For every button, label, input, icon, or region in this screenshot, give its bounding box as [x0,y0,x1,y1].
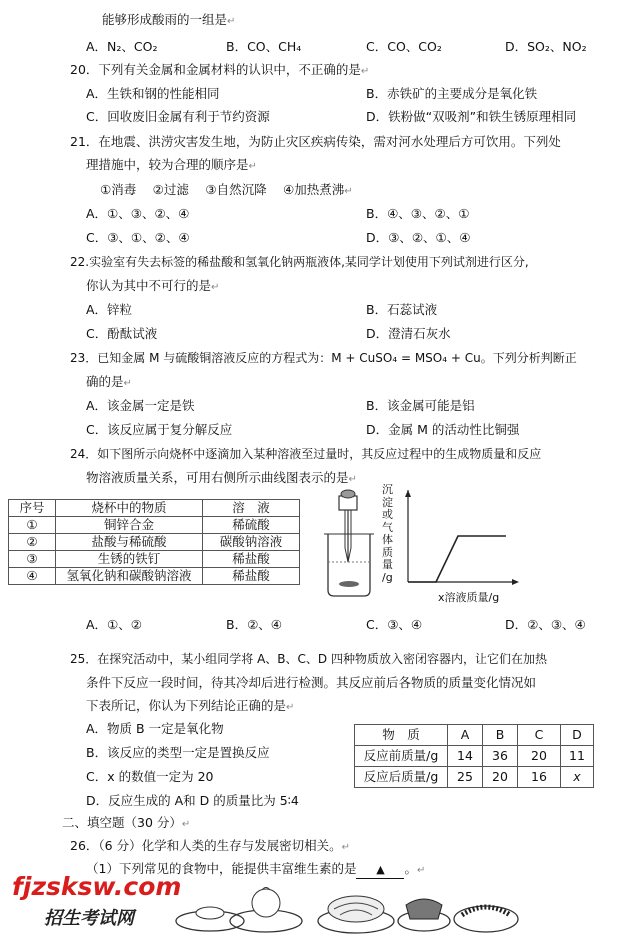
table-cell: ③ [9,551,56,568]
q22-option-c: C．酚酞试液 [86,326,158,341]
q24-option-b: B．②、④ [226,617,282,632]
q21-option-c: C．③、①、②、④ [86,230,190,245]
q25-stem-line3: 下表所记，你认为下列结论正确的是↵ [86,698,295,713]
table-row [355,746,594,767]
q24-table [8,499,300,585]
q26-stem: 26．（6 分）化学和人类的生存与发展密切相关。↵ [70,838,350,853]
q23-option-a: A．该金属一定是铁 [86,398,195,413]
q22-stem-line1: 22.实验室有失去标签的稀盐酸和氢氧化钠两瓶液体,某同学计划使用下列试剂进行区分, [70,255,529,269]
table-header-row [9,500,300,517]
q19-option-d: D．SO₂、NO₂ [505,39,587,54]
q19-option-b: B．CO、CH₄ [226,39,302,54]
table-cell: ① [9,517,56,534]
q20-option-a: A．生铁和钢的性能相同 [86,86,220,101]
q23-stem-line1: 23．已知金属 M 与硫酸铜溶液反应的方程式为：M + CuSO₄ = MSO₄ + Cu。下列分析判断正 [70,351,577,365]
q20-option-d: D．铁粉做“双吸剂”和铁生锈原理相同 [366,109,577,124]
q25-option-c: C．x 的数值一定为 20 [86,769,214,784]
q19-option-c: C．CO、CO₂ [366,39,442,54]
table-cell: 11 [561,746,594,767]
food-images [170,875,522,937]
table-cell: 25 [448,767,483,788]
q21-option-a: A．①、③、②、④ [86,206,190,221]
q25-stem-line1: 25．在探究活动中，某小组同学将 A、B、C、D 四种物质放入密闭容器内，让它们在加热 [70,652,547,666]
q23-option-c: C．该反应属于复分解反应 [86,422,233,437]
table-row [355,767,594,788]
q25-option-b: B．该反应的类型一定是置换反应 [86,745,270,760]
q20-stem: 20．下列有关金属和金属材料的认识中，不正确的是↵ [70,62,370,77]
table-cell: 反应前质量/g [355,746,448,767]
table-cell: 20 [483,767,518,788]
q23-option-d: D．金属 M 的活动性比铜强 [366,422,520,437]
q26-sub1: （1）下列常见的食物中，能提供丰富维生素的是 ▲ 。↵ [86,861,425,879]
q23-stem-line2: 确的是↵ [86,374,132,389]
table-header-cell: A [448,725,483,746]
table-cell: 36 [483,746,518,767]
table-header-row [355,725,594,746]
table-row [9,517,300,534]
q25-option-d: D．反应生成的 A和 D 的质量比为 5∶4 [86,793,299,808]
answer-blank[interactable]: ▲ [356,862,404,879]
q20-option-b: B．赤铁矿的主要成分是氧化铁 [366,86,538,101]
q22-option-d: D．澄清石灰水 [366,326,451,341]
q21-stem-line1: 21．在地震、洪涝灾害发生地，为防止灾区疾病传染，需对河水处理后方可饮用。下列处 [70,134,561,149]
line-graph [402,490,520,590]
table-cell: 稀盐酸 [203,568,300,585]
q24-stem-line2: 物溶液质量关系，可用右侧所示曲线图表示的是↵ [86,470,357,485]
cabbage-icon [328,896,384,922]
table-header-cell: 序号 [9,500,56,517]
table-header-cell: 物 质 [355,725,448,746]
q22-option-b: B．石蕊试液 [366,302,438,317]
q21-option-d: D．③、②、①、④ [366,230,471,245]
graph-curve [408,536,506,582]
q21-steps: ①消毒 ②过滤 ③自然沉降 ④加热煮沸↵ [100,182,353,197]
table-cell: 稀盐酸 [203,551,300,568]
q19-option-a: A．N₂、CO₂ [86,39,158,54]
section-heading: 二、填空题（30 分）↵ [62,815,191,830]
site-logo: fjzsksw.com 招生考试网 [12,872,182,929]
table-cell: ② [9,534,56,551]
egg-icon [196,907,224,919]
table-cell: 14 [448,746,483,767]
meat-icon [406,899,442,919]
q19-stem-cont: 能够形成酸雨的一组是↵ [102,12,236,27]
graph-x-label: x溶液质量/g [438,591,500,604]
table-header-cell: B [483,725,518,746]
table-header-cell: D [561,725,594,746]
table-row [9,568,300,585]
table-cell: ④ [9,568,56,585]
table-cell: 稀硫酸 [203,517,300,534]
q23-option-b: B．该金属可能是铝 [366,398,475,413]
table-header-cell: 烧杯中的物质 [56,500,203,517]
table-cell: 氢氧化钠和碳酸钠溶液 [56,568,203,585]
table-cell: 反应后质量/g [355,767,448,788]
table-cell: 盐酸与稀硫酸 [56,534,203,551]
table-cell: x [561,767,594,788]
q22-stem-line2: 你认为其中不可行的是↵ [86,278,220,293]
q20-option-c: C．回收废旧金属有利于节约资源 [86,109,270,124]
q21-stem-line2: 理措施中，较为合理的顺序是↵ [86,157,257,172]
table-cell: 碳酸钠溶液 [203,534,300,551]
q25-stem-line2: 条件下反应一段时间，待其冷却后进行检测。其反应前后各物质的质量变化情况如 [86,675,537,690]
table-cell: 20 [518,746,561,767]
q25-option-a: A．物质 B 一定是氧化物 [86,721,224,736]
table-row [9,534,300,551]
graph-y-label: 沉 淀 或 气 体 质 量 /g [382,483,393,584]
table-row [9,551,300,568]
table-cell: 16 [518,767,561,788]
q22-option-a: A．锌粒 [86,302,133,317]
beaker-dropper-icon [318,488,380,600]
q24-option-a: A．①、② [86,617,142,632]
q21-option-b: B．④、③、②、① [366,206,470,221]
table-header-cell: C [518,725,561,746]
q24-option-d: D．②、③、④ [505,617,586,632]
q24-option-c: C．③、④ [366,617,423,632]
table-cell: 生锈的铁钉 [56,551,203,568]
tomato-icon [252,889,280,917]
q25-table [354,724,594,788]
table-cell: 铜锌合金 [56,517,203,534]
q24-stem-line1: 24．如下图所示向烧杯中逐滴加入某种溶液至过量时，其反应过程中的生成物质量和反应 [70,447,542,461]
table-header-cell: 溶 液 [203,500,300,517]
